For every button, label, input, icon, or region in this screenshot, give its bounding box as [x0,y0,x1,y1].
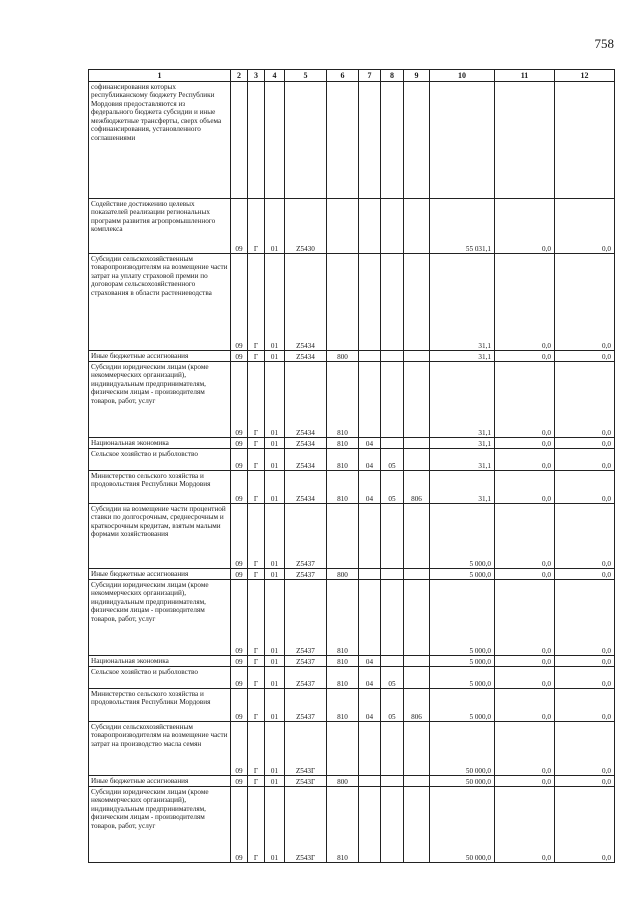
table-cell: 04 [359,689,381,722]
table-cell [404,199,430,254]
table-cell: 0,0 [495,569,555,580]
table-cell: 0,0 [555,787,615,863]
table-cell: Г [248,351,265,362]
table-cell [381,82,404,199]
table-row [89,569,615,580]
table-cell: 0,0 [495,351,555,362]
table-cell: 05 [381,471,404,504]
column-header: 7 [359,70,381,82]
table-cell [404,504,430,569]
table-row [89,449,615,471]
table-cell: 0,0 [555,254,615,351]
table-cell: Г [248,569,265,580]
table-cell [430,82,495,199]
table-cell [381,254,404,351]
table-cell: 09 [231,689,248,722]
table-cell [381,569,404,580]
row-title-cell: Содействие достижению целевых показателей реализации региональных программ развития агропромышленного комплекса [89,199,231,254]
table-cell: 04 [359,471,381,504]
page-number: 758 [594,36,614,51]
table-cell: Г [248,787,265,863]
table-cell: 01 [265,254,285,351]
table-cell: 01 [265,199,285,254]
table-cell [359,199,381,254]
table-cell: 0,0 [495,471,555,504]
table-cell: 09 [231,438,248,449]
table-cell: 810 [327,689,359,722]
row-title-cell: Министерство сельского хозяйства и продовольствия Республики Мордовия [89,471,231,504]
table-row [89,667,615,689]
table-cell: 04 [359,656,381,667]
table-cell: Z5434 [285,449,327,471]
table-cell: 0,0 [555,438,615,449]
table-cell: 04 [359,449,381,471]
table-cell: 0,0 [495,776,555,787]
table-cell: 0,0 [495,449,555,471]
table-cell: 0,0 [495,689,555,722]
table-cell: 810 [327,667,359,689]
table-cell: 0,0 [555,656,615,667]
table-cell: 0,0 [495,438,555,449]
table-cell [404,787,430,863]
table-cell: Z5437 [285,667,327,689]
table-cell: 810 [327,787,359,863]
table-cell: 31,1 [430,254,495,351]
table-cell: 810 [327,471,359,504]
table-cell: 01 [265,776,285,787]
table-row [89,82,615,199]
table-cell: 01 [265,569,285,580]
table-cell: Г [248,471,265,504]
table-cell [381,722,404,776]
table-cell [381,504,404,569]
table-cell: 31,1 [430,449,495,471]
table-cell: Z5437 [285,689,327,722]
table-cell: 04 [359,667,381,689]
table-cell: 806 [404,689,430,722]
table-cell: 01 [265,362,285,438]
table-cell: 0,0 [555,199,615,254]
table-cell: 01 [265,689,285,722]
table-cell [265,82,285,199]
row-title-cell: софинансирования которых республиканскому бюджету Республики Мордовия предоставляются из федерального бюджета субсидии и иные межбюджетные трансферты, сверх объема софинансирования, установленного соглашениями [89,82,231,199]
table-row [89,776,615,787]
table-cell: Z5434 [285,471,327,504]
row-title-cell: Министерство сельского хозяйства и продовольствия Республики Мордовия [89,689,231,722]
table-row [89,254,615,351]
table-cell: Г [248,776,265,787]
table-cell: 5 000,0 [430,569,495,580]
table-row [89,351,615,362]
table-cell: Г [248,438,265,449]
table-cell: 01 [265,471,285,504]
row-title-cell: Сельское хозяйство и рыболовство [89,667,231,689]
table-cell [404,449,430,471]
column-header: 2 [231,70,248,82]
table-cell: 0,0 [495,504,555,569]
table-cell [404,82,430,199]
table-cell: Г [248,362,265,438]
table-cell: 0,0 [495,254,555,351]
table-cell: 01 [265,667,285,689]
table-cell: 31,1 [430,362,495,438]
table-cell: 01 [265,504,285,569]
table-cell: 0,0 [495,787,555,863]
table-cell: Z5434 [285,351,327,362]
table-row [89,689,615,722]
table-cell: 01 [265,438,285,449]
table-cell: 50 000,0 [430,787,495,863]
table-row [89,722,615,776]
table-cell: 01 [265,722,285,776]
table-cell: 0,0 [555,722,615,776]
table-cell: 31,1 [430,438,495,449]
table-cell: 0,0 [495,362,555,438]
table-cell: 5 000,0 [430,689,495,722]
row-title-cell: Субсидии юридическим лицам (кроме некоммерческих организаций), индивидуальным предпринимателям, физическим лицам - производителям товаров, работ, услуг [89,580,231,656]
row-title-cell: Субсидии сельскохозяйственным товаропроизводителям на возмещение части затрат на уплату страховой премии по договорам сельскохозяйственного страхования в области растениеводства [89,254,231,351]
table-cell: Z5437 [285,504,327,569]
table-cell: 50 000,0 [430,776,495,787]
column-header: 1 [89,70,231,82]
table-cell: 50 000,0 [430,722,495,776]
table-cell [555,82,615,199]
table-cell [327,504,359,569]
table-cell: Г [248,504,265,569]
table-cell [404,667,430,689]
table-cell [248,82,265,199]
table-row [89,438,615,449]
table-cell [327,722,359,776]
column-header: 3 [248,70,265,82]
table-cell [404,580,430,656]
column-header: 11 [495,70,555,82]
table-cell: 09 [231,580,248,656]
table-cell: Г [248,689,265,722]
table-cell: 31,1 [430,471,495,504]
table-cell [359,254,381,351]
table-cell: Г [248,254,265,351]
table-cell: 09 [231,471,248,504]
table-cell: 5 000,0 [430,504,495,569]
row-title-cell: Субсидии юридическим лицам (кроме некоммерческих организаций), индивидуальным предпринимателям, физическим лицам - производителям товаров, работ, услуг [89,787,231,863]
table-cell: 5 000,0 [430,667,495,689]
table-cell [359,776,381,787]
table-cell [359,82,381,199]
table-cell: 0,0 [555,504,615,569]
table-cell: Г [248,656,265,667]
table-cell: 0,0 [555,667,615,689]
table-cell: 09 [231,254,248,351]
table-cell [404,656,430,667]
row-title-cell: Национальная экономика [89,656,231,667]
table-cell: 0,0 [555,580,615,656]
table-cell: Г [248,199,265,254]
table-cell: Z543Г [285,722,327,776]
table-cell [404,438,430,449]
column-header: 8 [381,70,404,82]
column-header: 5 [285,70,327,82]
table-cell: 05 [381,667,404,689]
table-cell: Z5430 [285,199,327,254]
table-row [89,199,615,254]
table-cell: 0,0 [555,449,615,471]
table-cell: Z543Г [285,776,327,787]
row-title-cell: Субсидии сельскохозяйственным товаропроизводителям на возмещение части затрат на производство масла семян [89,722,231,776]
table-cell: 05 [381,449,404,471]
column-header: 12 [555,70,615,82]
table-cell [359,569,381,580]
column-header: 10 [430,70,495,82]
row-title-cell: Субсидии юридическим лицам (кроме некоммерческих организаций), индивидуальным предпринимателям, физическим лицам - производителям товаров, работ, услуг [89,362,231,438]
table-cell: 810 [327,438,359,449]
table-cell: 01 [265,351,285,362]
table-cell [381,580,404,656]
table-cell [359,504,381,569]
table-cell [381,438,404,449]
table-header-row [89,70,615,82]
row-title-cell: Иные бюджетные ассигнования [89,569,231,580]
table-cell: 01 [265,656,285,667]
table-row [89,580,615,656]
table-cell [359,580,381,656]
table-cell: 806 [404,471,430,504]
table-cell: 09 [231,199,248,254]
table-cell: 5 000,0 [430,580,495,656]
table-cell: 5 000,0 [430,656,495,667]
row-title-cell: Субсидии на возмещение части процентной ставки по долгосрочным, среднесрочным и краткосрочным кредитам, взятым малыми формами хозяйствования [89,504,231,569]
table-cell: 55 031,1 [430,199,495,254]
table-cell: 09 [231,504,248,569]
row-title-cell: Иные бюджетные ассигнования [89,351,231,362]
table-cell: 09 [231,656,248,667]
table-cell: Z5437 [285,569,327,580]
table-cell: 0,0 [555,569,615,580]
table-cell: 0,0 [495,667,555,689]
table-cell: 04 [359,438,381,449]
table-row [89,471,615,504]
column-header: 9 [404,70,430,82]
table-cell: 09 [231,667,248,689]
table-cell [404,254,430,351]
table-cell [381,362,404,438]
column-header: 6 [327,70,359,82]
table-cell: 810 [327,580,359,656]
table-cell [381,776,404,787]
table-cell [327,82,359,199]
table-cell [327,254,359,351]
table-cell [359,787,381,863]
table-cell [381,787,404,863]
table-cell: Z5437 [285,580,327,656]
table-cell [359,722,381,776]
table-row [89,787,615,863]
table-cell: 810 [327,449,359,471]
table-cell: 09 [231,351,248,362]
table-cell: 810 [327,656,359,667]
table-cell [404,569,430,580]
table-cell: Z5434 [285,438,327,449]
column-header: 4 [265,70,285,82]
table-cell: 0,0 [555,362,615,438]
table-cell: 0,0 [555,689,615,722]
table-cell: Z5437 [285,656,327,667]
table-cell: Z5434 [285,362,327,438]
table-cell: Г [248,449,265,471]
table-cell [359,362,381,438]
table-cell: Z543Г [285,787,327,863]
table-cell: Z5434 [285,254,327,351]
table-cell [404,351,430,362]
table-cell: 800 [327,351,359,362]
budget-table [88,69,615,863]
table-cell [495,82,555,199]
table-cell [381,656,404,667]
table-cell: Г [248,580,265,656]
table-cell [231,82,248,199]
table-cell: 0,0 [555,351,615,362]
table-cell [327,199,359,254]
table-cell: 0,0 [495,580,555,656]
table-cell [404,722,430,776]
table-cell: 09 [231,722,248,776]
table-cell: 0,0 [555,471,615,504]
table-cell: 800 [327,776,359,787]
table-cell: 0,0 [495,722,555,776]
table-cell [381,199,404,254]
table-cell [381,351,404,362]
table-cell: 09 [231,362,248,438]
table-cell [404,776,430,787]
row-title-cell: Национальная экономика [89,438,231,449]
table-cell: 31,1 [430,351,495,362]
table-cell: 0,0 [495,656,555,667]
row-title-cell: Сельское хозяйство и рыболовство [89,449,231,471]
table-cell: 01 [265,580,285,656]
table-cell: 01 [265,787,285,863]
table-row [89,504,615,569]
table-row [89,362,615,438]
table-cell: 0,0 [495,199,555,254]
table-cell: 09 [231,776,248,787]
table-cell: 09 [231,449,248,471]
table-cell: 05 [381,689,404,722]
table-cell: 09 [231,569,248,580]
table-cell: 810 [327,362,359,438]
table-row [89,656,615,667]
table-cell [285,82,327,199]
table-cell [404,362,430,438]
table-cell: Г [248,667,265,689]
row-title-cell: Иные бюджетные ассигнования [89,776,231,787]
table-cell: 01 [265,449,285,471]
table-cell: 0,0 [555,776,615,787]
table-cell: 09 [231,787,248,863]
table-cell [359,351,381,362]
table-cell: Г [248,722,265,776]
table-cell: 800 [327,569,359,580]
